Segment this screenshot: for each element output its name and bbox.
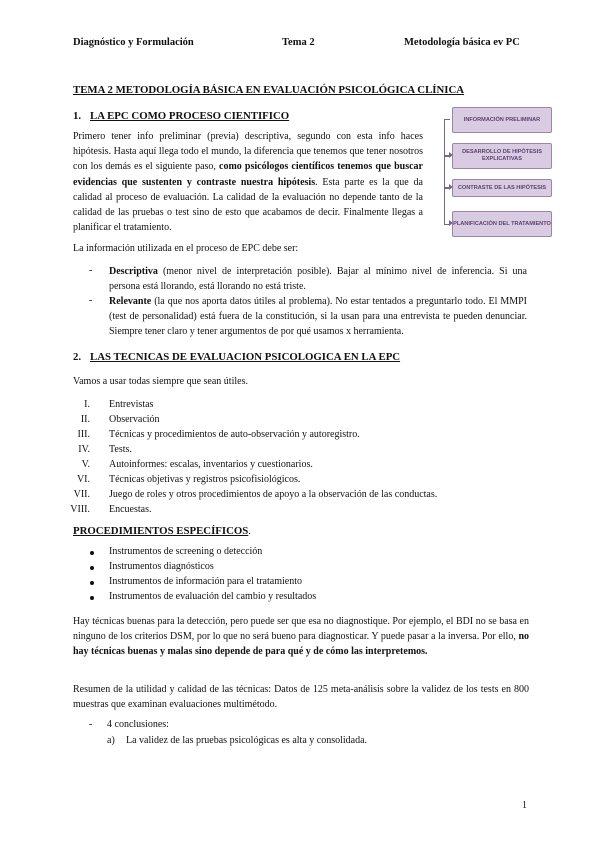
procedures-heading-text: PROCEDIMIENTOS ESPECÍFICOS <box>73 525 249 537</box>
paragraph-bold-text: no hay técnicas buenas y malas sino depende de para qué y de cómo las interpretemos. <box>73 631 529 658</box>
page-number: 1 <box>522 800 527 811</box>
section-1-number: 1. <box>73 110 82 122</box>
section-2-number: 2. <box>73 351 82 363</box>
bullet-dot-icon <box>90 551 94 555</box>
section-2-title: LAS TECNICAS DE EVALUACION PSICOLOGICA EN LA EPC <box>90 351 401 363</box>
roman-numeral: VI. <box>76 474 90 485</box>
roman-numeral: III. <box>77 429 90 440</box>
header-right: Metodología básica ev PC <box>404 37 520 48</box>
paragraph-bold-text: como psicólogos científicos tenemos que buscar evidencias que sustenten y contraste nuestra hipótesis <box>73 161 423 188</box>
diagram-box-hypothesis: DESARROLLO DE HIPÓTESIS EXPLICATIVAS <box>452 143 552 169</box>
conclusions-dash: - <box>89 719 93 730</box>
bullet-descriptiva <box>109 264 527 294</box>
procedure-item: Instrumentos diagnósticos <box>109 561 214 572</box>
technique-text: Técnicas y procedimientos de auto-observación y autoregistro. <box>109 429 360 440</box>
bullet-text: (menor nivel de interpretación posible). Bajar al mínimo nivel de inferencia. Si una persona está llorando, está llorando no está triste. <box>109 266 527 293</box>
section-1-paragraph <box>73 129 423 235</box>
bullet-dot-icon <box>90 581 94 585</box>
technique-text: Encuestas. <box>109 504 152 515</box>
diagram-box-preliminary-info: INFORMACIÓN PRELIMINAR <box>452 107 552 133</box>
arrow-head-icon <box>449 220 453 226</box>
roman-numeral: II. <box>80 414 90 425</box>
paragraph-summary: Resumen de la utilidad y calidad de las técnicas: Datos de 125 meta-análisis sobre la validez de los tests en 800 muestras que examinan evaluaciones multimétodo. <box>73 684 529 711</box>
paragraph-techniques <box>73 614 529 660</box>
process-diagram <box>434 107 568 241</box>
header-center: Tema 2 <box>282 37 315 48</box>
procedure-item: Instrumentos de screening o detección <box>109 546 263 557</box>
conclusions-label: 4 conclusiones: <box>107 719 169 730</box>
sub-item-label: a) <box>107 735 115 746</box>
roman-numeral: V. <box>81 459 90 470</box>
bullet-term: Descriptiva <box>109 266 158 277</box>
roman-numeral: IV. <box>78 444 90 455</box>
bullet-relevante <box>109 294 527 340</box>
diagram-box-contrast: CONTRASTE DE LAS HIPÓTESIS <box>452 179 552 197</box>
bullet-term: Relevante <box>109 296 152 307</box>
technique-text: Juego de roles y otros procedimientos de apoyo a la observación de las conductas. <box>109 489 438 500</box>
header-left: Diagnóstico y Formulación <box>73 37 194 48</box>
section-1-lead: La información utilizada en el proceso de EPC debe ser: <box>73 243 299 254</box>
procedure-item: Instrumentos de información para el tratamiento <box>109 576 302 587</box>
section-2-intro: Vamos a usar todas siempre que sean útiles. <box>73 376 248 387</box>
section-1-heading <box>73 110 289 122</box>
technique-text: Observación <box>109 414 160 425</box>
bullet-dot-icon <box>90 596 94 600</box>
technique-text: Técnicas objetivas y registros psicofisiológicos. <box>109 474 301 485</box>
roman-numeral: VIII. <box>70 504 90 515</box>
section-2-heading <box>73 351 400 363</box>
bullet-dot-icon <box>90 566 94 570</box>
roman-numeral: I. <box>84 399 90 410</box>
paragraph-text: . Esta parte es la que da calidad al proceso de evaluación. La calidad de la evaluación no depende tanto de la calidad de las pruebas o test sino de esto que acabamos de decir. Finalmente llegas a planificar el tratamiento. <box>73 176 423 234</box>
section-1-title: LA EPC COMO PROCESO CIENTIFICO <box>90 110 290 122</box>
technique-text: Tests. <box>109 444 132 455</box>
paragraph-text: Primero tener info preliminar (previa) descriptiva, segundo con esta info haces hipótesis. Hasta aquí llega todo el mundo, la diferencia que tenemos que tener nosotros con los demás es el siguiente paso, <box>73 131 423 173</box>
bullet-dash: - <box>89 265 93 276</box>
technique-text: Entrevistas <box>109 399 154 410</box>
bullet-text: (la que nos aporta datos útiles al problema). No estar tentados a preguntarlo todo. El MMPI (test de personalidad) está fuera de la constitución, si la usan para una entrevista te pueden denunciar. Siempre tener claro y tener argumentos de por qué usamos x herramienta. <box>109 296 527 338</box>
procedures-heading <box>73 525 251 537</box>
sub-item-text: La validez de las pruebas psicológicas es alta y consolidada. <box>126 735 368 746</box>
bullet-dash: - <box>89 295 93 306</box>
technique-text: Autoinformes: escalas, inventarios y cuestionarios. <box>109 459 313 470</box>
document-title: TEMA 2 METODOLOGÍA BÁSICA EN EVALUACIÓN PSICOLÓGICA CLÍNICA <box>73 84 465 96</box>
procedure-item: Instrumentos de evaluación del cambio y resultados <box>109 591 317 602</box>
diagram-box-treatment: PLANIFICACIÓN DEL TRATAMIENTO <box>452 211 552 237</box>
procedures-heading-dot: . <box>248 525 251 537</box>
roman-numeral: VII. <box>73 489 90 500</box>
paragraph-text: Hay técnicas buenas para la detección, pero puede ser que esa no diagnostique. Por ejemplo, el BDI no se basa en ninguno de los criterios DSM, por lo que no será bueno para diagnosticar. Y puede pasar a la inversa. Por ello, <box>73 616 529 643</box>
